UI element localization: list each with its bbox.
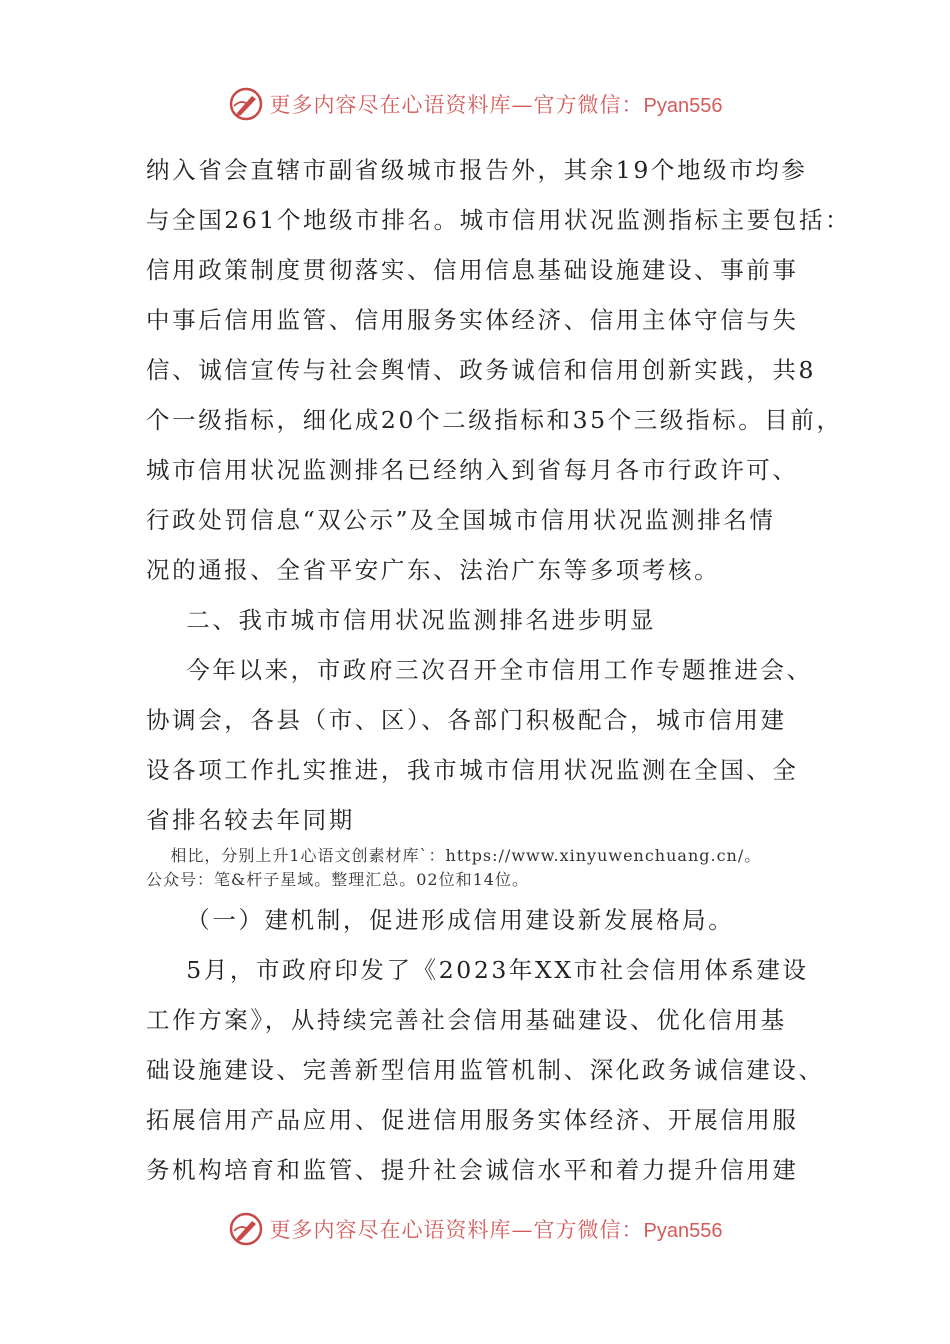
body-line: 工作方案》，从持续完善社会信用基础建设、优化信用基 xyxy=(146,1006,787,1034)
body-line: 况的通报、全省平安广东、法治广东等多项考核。 xyxy=(146,556,721,584)
body-line: 务机构培育和监管、提升社会诚信水平和着力提升信用建 xyxy=(146,1156,799,1184)
banner-inner xyxy=(228,86,723,122)
banner-label: 更多内容尽在心语资料库—官方微信： xyxy=(269,1218,644,1242)
watermark-note-line: 公众号：笔&杆子星域。整理汇总。02位和14位。 xyxy=(146,870,529,889)
banner-label: 更多内容尽在心语资料库—官方微信： xyxy=(269,93,644,117)
body-line: 城市信用状况监测排名已经纳入到省每月各市行政许可、 xyxy=(146,456,799,484)
body-line: 今年以来，市政府三次召开全市信用工作专题推进会、 xyxy=(146,656,813,684)
body-line: 协调会，各县（市、区）、各部门积极配合，城市信用建 xyxy=(146,706,787,734)
body-line: 行政处罚信息“双公示”及全国城市信用状况监测排名情 xyxy=(146,506,776,534)
banner-text xyxy=(270,1214,723,1244)
pen-logo-icon xyxy=(228,1211,264,1247)
body-line: 信用政策制度贯彻落实、信用信息基础设施建设、事前事 xyxy=(146,256,799,284)
banner-inner xyxy=(228,1211,723,1247)
footer-banner xyxy=(0,1207,950,1251)
body-line: 中事后信用监管、信用服务实体经济、信用主体守信与失 xyxy=(146,306,799,334)
body-line: 5月，市政府印发了《2023年XX市社会信用体系建设 xyxy=(146,956,809,984)
body-line: 信、诚信宣传与社会舆情、政务诚信和信用创新实践，共8 xyxy=(146,356,817,384)
body-line: 纳入省会直辖市副省级城市报告外，其余19个地级市均参 xyxy=(146,156,808,184)
banner-text xyxy=(270,89,723,119)
body-line: 与全国261个地级市排名。城市信用状况监测指标主要包括： xyxy=(146,206,852,234)
body-line: 个一级指标，细化成20个二级指标和35个三级指标。目前， xyxy=(146,406,843,434)
body-line: 拓展信用产品应用、促进信用服务实体经济、开展信用服 xyxy=(146,1106,799,1134)
header-banner xyxy=(0,82,950,126)
body-line: 础设施建设、完善新型信用监管机制、深化政务诚信建设、 xyxy=(146,1056,825,1084)
section-heading: 二、我市城市信用状况监测排名进步明显 xyxy=(146,606,657,634)
body-line: 省排名较去年同期 xyxy=(146,806,355,834)
body-line: 设各项工作扎实推进，我市城市信用状况监测在全国、全 xyxy=(146,756,799,784)
banner-wechat-id: Pyan556 xyxy=(643,95,723,117)
watermark-note-line: 相比，分别上升1心语文创素材库`：https://www.xinyuwenchuang.cn/。 xyxy=(146,846,762,865)
banner-wechat-id: Pyan556 xyxy=(643,1220,723,1242)
subsection-heading: （一）建机制，促进形成信用建设新发展格局。 xyxy=(146,906,735,934)
pen-logo-icon xyxy=(228,86,264,122)
